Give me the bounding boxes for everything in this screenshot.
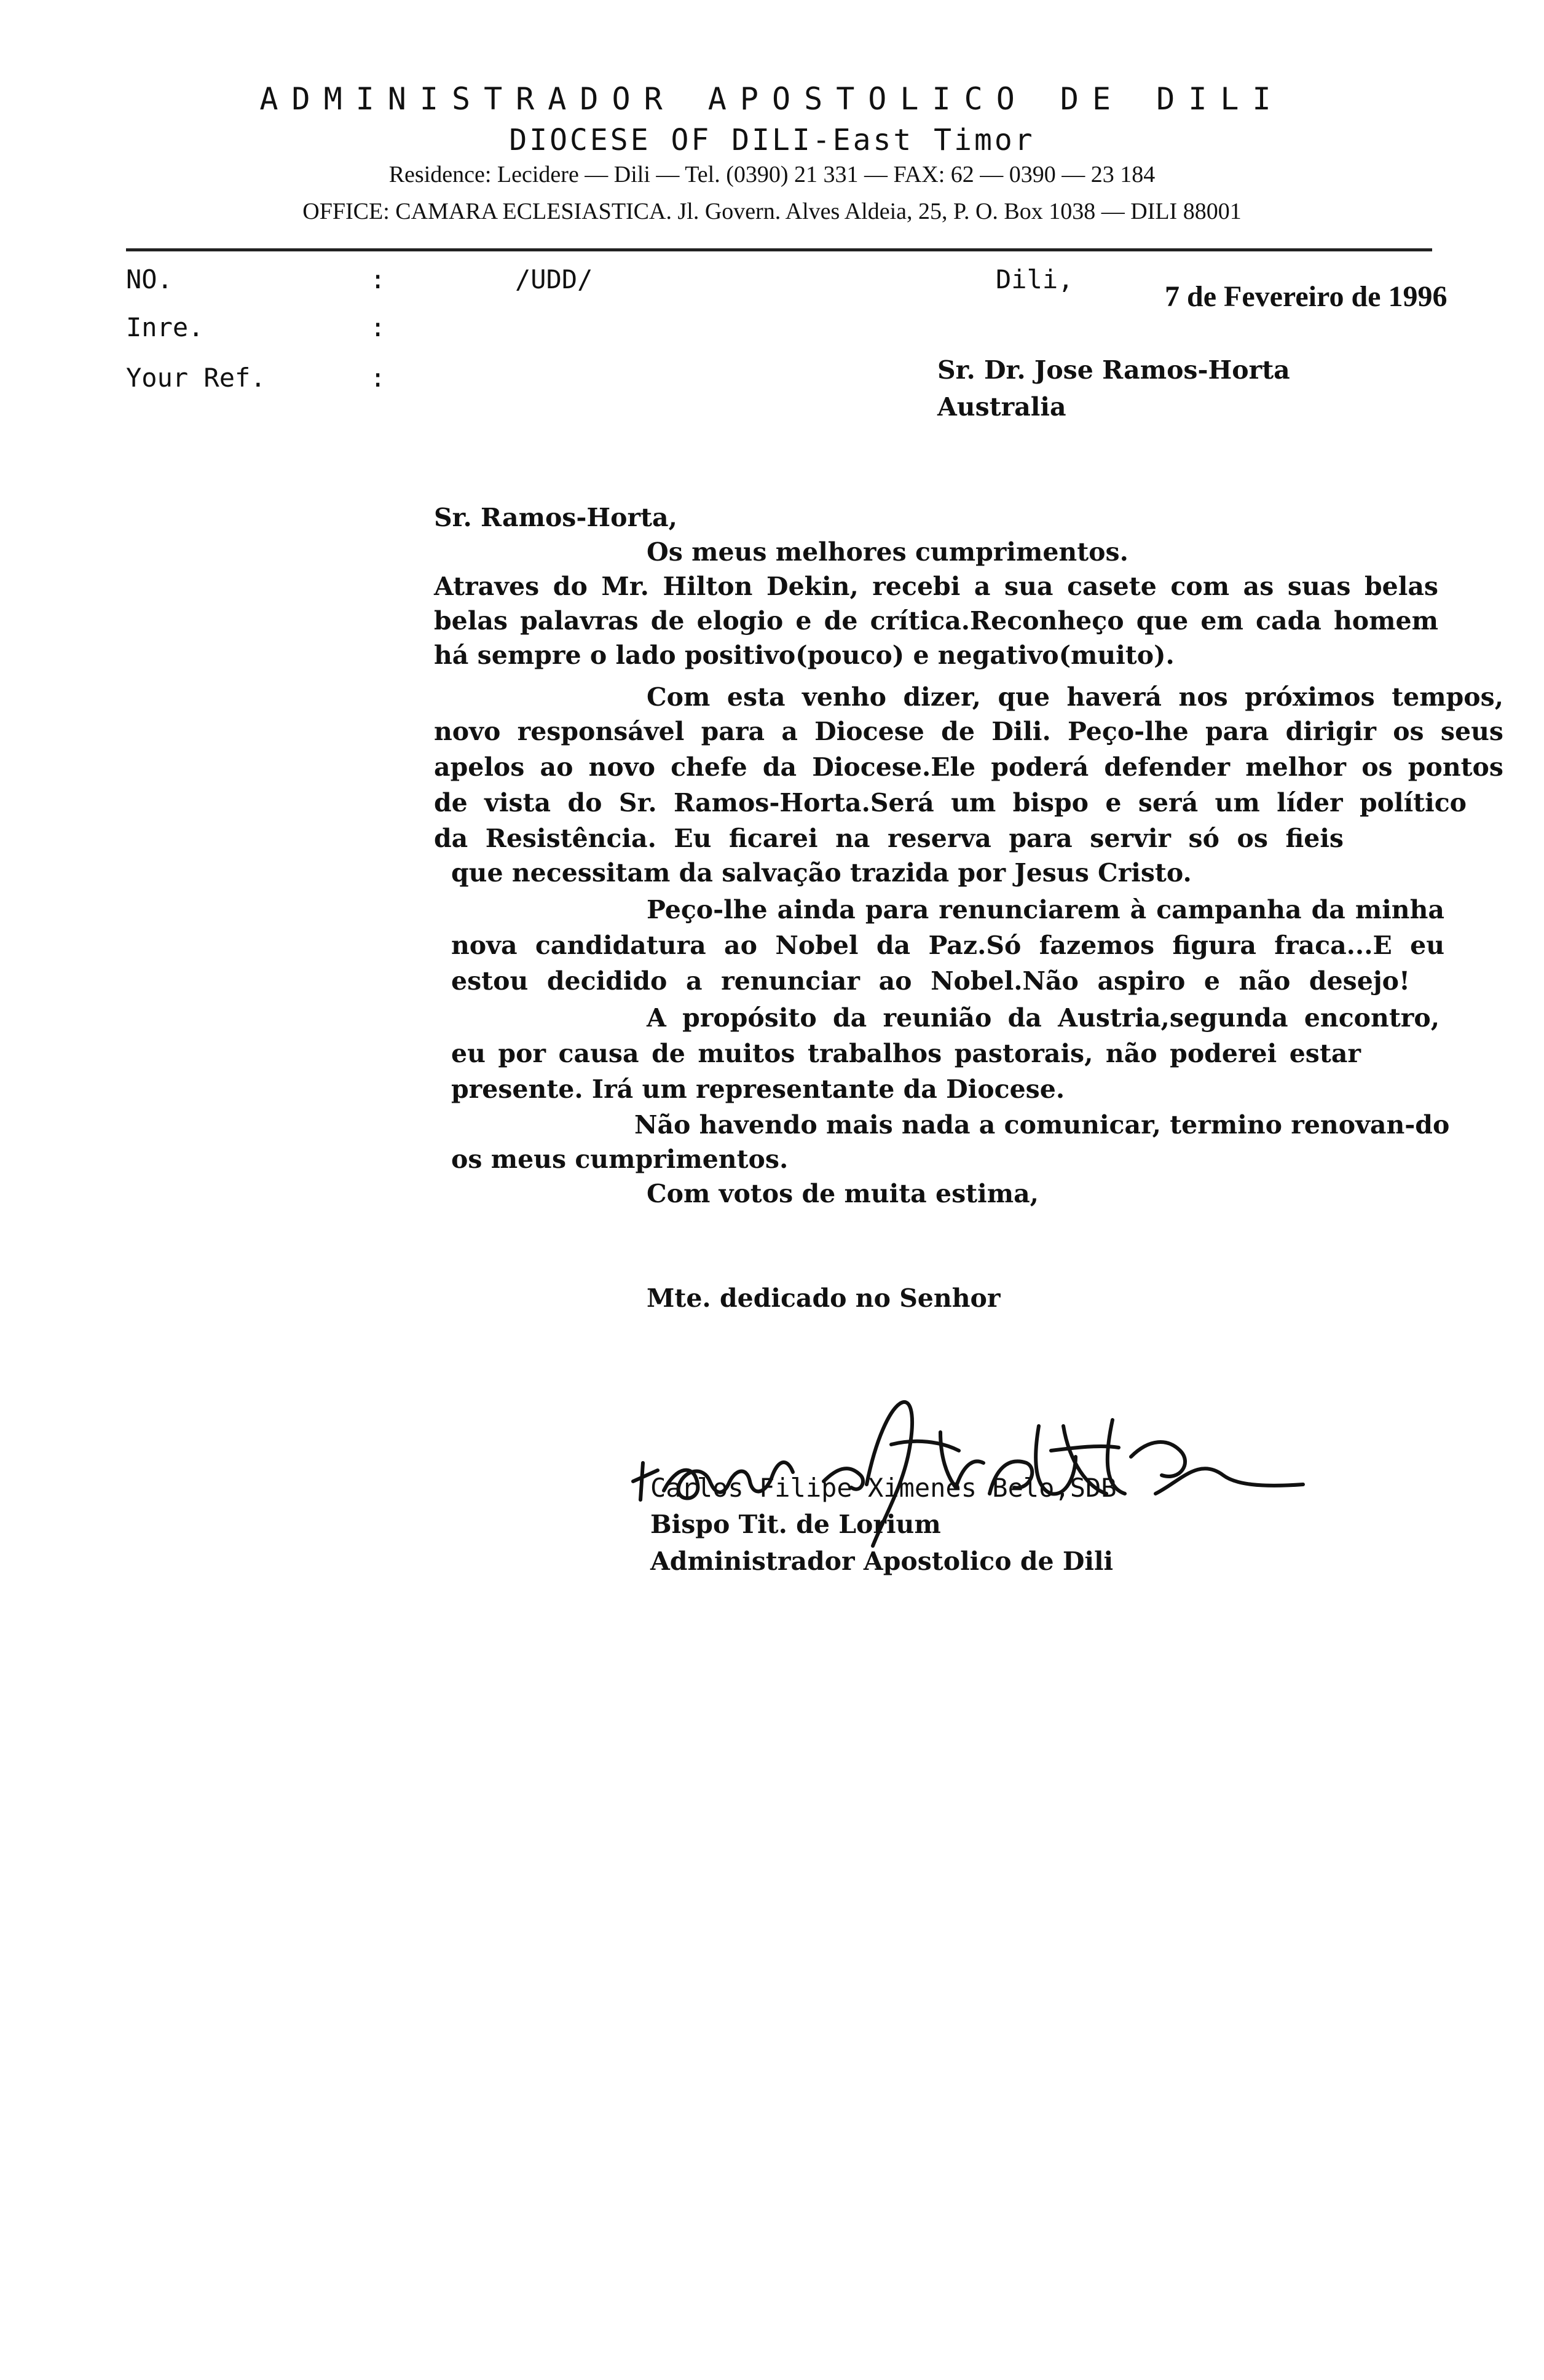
body-line: A propósito da reunião da Austria,segunda encontro,: [647, 1003, 1440, 1033]
body-line: Os meus melhores cumprimentos.: [647, 537, 1128, 567]
ref-inre-colon: :: [370, 312, 386, 342]
body-line: da Resistência. Eu ficarei na reserva para servir só os fieis: [434, 824, 1344, 853]
recipient-name: Sr. Dr. Jose Ramos-Horta: [937, 355, 1290, 385]
body-line: nova candidatura ao Nobel da Paz.Só fazemos figura fraca...E eu: [451, 931, 1444, 960]
signatory-name: Carlos Filipe Ximenes Belo,SDB: [650, 1473, 1117, 1503]
body-line: de vista do Sr. Ramos-Horta.Será um bispo e será um líder político: [434, 788, 1467, 818]
body-line: Peço-lhe ainda para renunciarem à campanha da minha: [647, 895, 1444, 924]
recipient-country: Australia: [937, 392, 1066, 422]
body-line: novo responsável para a Diocese de Dili. Peço-lhe para dirigir os seus: [434, 717, 1503, 746]
body-line: que necessitam da salvação trazida por Jesus Cristo.: [451, 858, 1192, 888]
place-label: Dili,: [996, 264, 1074, 294]
body-line: Atraves do Mr. Hilton Dekin, recebi a sua casete com as suas belas: [434, 572, 1438, 601]
body-line: eu por causa de muitos trabalhos pastorais, não poderei estar: [451, 1039, 1361, 1068]
body-line: estou decidido a renunciar ao Nobel.Não aspiro e não desejo!: [451, 966, 1410, 996]
body-line: Com votos de muita estima,: [647, 1179, 1039, 1208]
salutation: Sr. Ramos-Horta,: [434, 503, 677, 532]
body-line: apelos ao novo chefe da Diocese.Ele poderá defender melhor os pontos: [434, 752, 1503, 782]
letterhead-diocese: DIOCESE OF DILI-East Timor: [509, 123, 1035, 157]
letterhead-residence: Residence: Lecidere — Dili — Tel. (0390) 21 331 — FAX: 62 — 0390 — 23 184: [388, 162, 1156, 187]
letterhead-title: ADMINISTRADOR APOSTOLICO DE DILI: [259, 81, 1285, 117]
signatory-title-2: Administrador Apostolico de Dili: [650, 1547, 1114, 1576]
body-line: Não havendo mais nada a comunicar, termino renovan-do: [634, 1110, 1450, 1140]
header-rule: [126, 248, 1432, 251]
letterhead-office: OFFICE: CAMARA ECLESIASTICA. Jl. Govern. Alves Aldeia, 25, P. O. Box 1038 — DILI 88001: [302, 199, 1242, 224]
signatory-title-1: Bispo Tit. de Lorium: [650, 1510, 941, 1539]
body-line: há sempre o lado positivo(pouco) e negativo(muito).: [434, 640, 1175, 670]
ref-inre-label: Inre.: [126, 312, 204, 342]
closing: Mte. dedicado no Senhor: [647, 1283, 1001, 1313]
ref-no-colon: :: [370, 264, 386, 294]
ref-yourref-label: Your Ref.: [126, 363, 266, 393]
ref-yourref-colon: :: [370, 363, 386, 393]
body-line: belas palavras de elogio e de crítica.Reconheço que em cada homem: [434, 606, 1438, 636]
letter-date: 7 de Fevereiro de 1996: [1165, 280, 1448, 313]
ref-no-value: /UDD/: [515, 264, 593, 294]
body-line: os meus cumprimentos.: [451, 1145, 789, 1174]
body-line: presente. Irá um representante da Diocese.: [451, 1074, 1065, 1104]
ref-no-label: NO.: [126, 264, 173, 294]
body-line: Com esta venho dizer, que haverá nos próximos tempos,: [647, 682, 1503, 712]
